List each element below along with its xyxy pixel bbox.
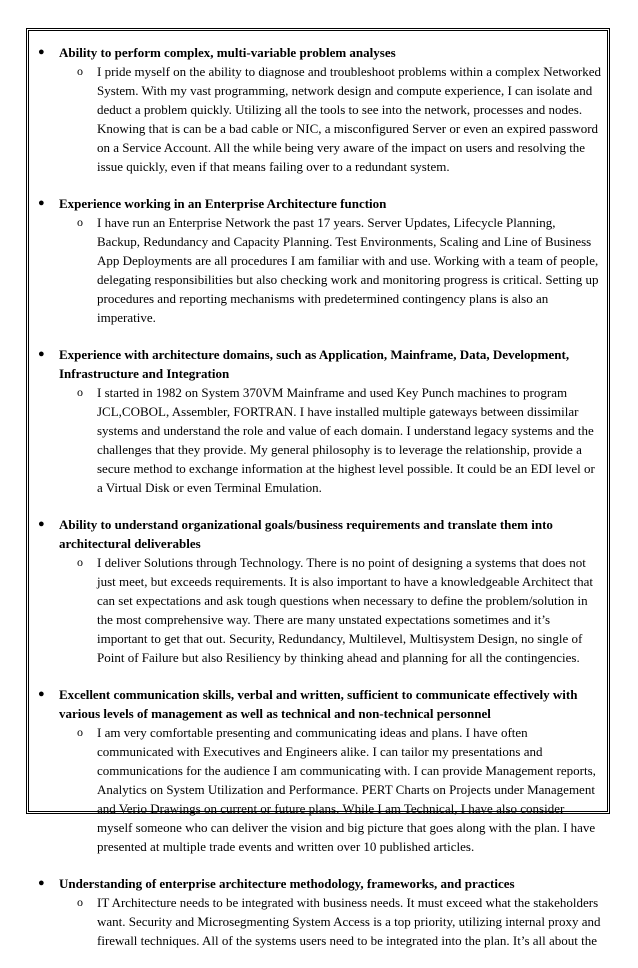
circle-bullet-icon: o — [77, 64, 83, 78]
list-item — [29, 194, 607, 327]
item-heading: Ability to perform complex, multi-variable problem analyses — [59, 45, 396, 60]
item-heading: Understanding of enterprise architecture methodology, frameworks, and practices — [59, 876, 515, 891]
list-item — [29, 43, 607, 176]
sub-item — [77, 213, 601, 327]
bullet-icon: ● — [38, 348, 45, 360]
item-body: I am very comfortable presenting and communicating ideas and plans. I have often communicated with Executives and Engineers alike. I can tailor my presentations and communications for the audience I am communicating with. I can provide Management reports, Analytics on System Utilization and Performance. PERT Charts on Projects under Management and Verio Drawings on current or future plans. While I am Technical, I have also consider myself someone who can deliver the vision and big picture that goes along with the plan. I have presented at multiple trade events and written over 10 published articles. — [97, 725, 596, 854]
item-body: I deliver Solutions through Technology. There is no point of designing a systems that does not just meet, but exceeds requirements. It is also important to have a knowledgeable Architect that can set expectations and ask tough questions when necessary to define the problem/solution in the most comprehensive way. There are many unstated expectations sometimes and it’s important to get that out. Security, Redundancy, Multilevel, Multisystem Design, no single of Point of Failure but also Resiliency by thinking ahead and planning for all the contingencies. — [97, 555, 594, 665]
list-item — [29, 345, 607, 497]
circle-bullet-icon: o — [77, 895, 83, 909]
bullet-icon: ● — [38, 877, 45, 889]
item-body: I pride myself on the ability to diagnose and troubleshoot problems within a complex Networked System. With my vast programming, network design and compute experience, I can isolate and deduct a problem quickly. Utilizing all the tools to see into the network, processes and nodes. Knowing that is can be a bad cable or NIC, a misconfigured Server or even an expired password on a Service Account. All the while being very aware of the impact on users and resolving the issue quickly, even if that means failing over to a redundant system. — [97, 64, 602, 174]
bullet-icon: ● — [38, 197, 45, 209]
bullet-icon: ● — [38, 46, 45, 58]
page-border — [26, 28, 610, 948]
item-heading: Experience working in an Enterprise Architecture function — [59, 196, 387, 211]
list-item — [29, 515, 607, 667]
item-heading: Experience with architecture domains, such as Application, Mainframe, Data, Development, Infrastructure and Integration — [59, 347, 570, 381]
circle-bullet-icon: o — [77, 215, 83, 229]
item-heading: Excellent communication skills, verbal and written, sufficient to communicate effectively with various levels of management as well as technical and non-technical personnel — [59, 687, 578, 721]
circle-bullet-icon: o — [77, 555, 83, 569]
item-body: IT Architecture needs to be integrated with business needs. It must exceed what the stakeholders want. Security and Microsegmenting System Access is a top priority, utilizing internal proxy and firewall techniques. All of the systems users need to be integrated into the plan. It’s all about the — [97, 895, 601, 948]
sub-item — [77, 383, 601, 497]
list-item — [29, 874, 607, 950]
sub-item — [77, 62, 602, 176]
sub-item — [77, 893, 601, 950]
item-body: I started in 1982 on System 370VM Mainframe and used Key Punch machines to program JCL,COBOL, Assembler, FORTRAN. I have installed multiple gateways between dissimilar systems and understand the role and value of each domain. I understand legacy systems and the challenges that they provide. My general philosophy is to leverage the relationship, provide a secure method to exchange information at the highest level possible. It could be an EDI level or a Virtual Disk or even Terminal Emulation. — [97, 385, 595, 495]
circle-bullet-icon: o — [77, 725, 83, 739]
item-body: I have run an Enterprise Network the past 17 years. Server Updates, Lifecycle Planning, Backup, Redundancy and Capacity Planning. Test Environments, Scaling and Line of Business App Deployments are all procedures I am familiar with and use. Working with a team of people, delegating responsibilities but also checking work and monitoring progress is critical. Setting up procedures and reporting mechanisms with predetermined contingency plans is also an imperative. — [97, 215, 599, 325]
sub-item — [77, 723, 601, 856]
list-item — [29, 685, 607, 856]
document-body — [29, 43, 607, 968]
circle-bullet-icon: o — [77, 385, 83, 399]
sub-item — [77, 553, 601, 667]
item-heading: Ability to understand organizational goals/business requirements and translate them into architectural deliverables — [59, 517, 553, 551]
bullet-icon: ● — [38, 688, 45, 700]
bullet-icon: ● — [38, 518, 45, 530]
